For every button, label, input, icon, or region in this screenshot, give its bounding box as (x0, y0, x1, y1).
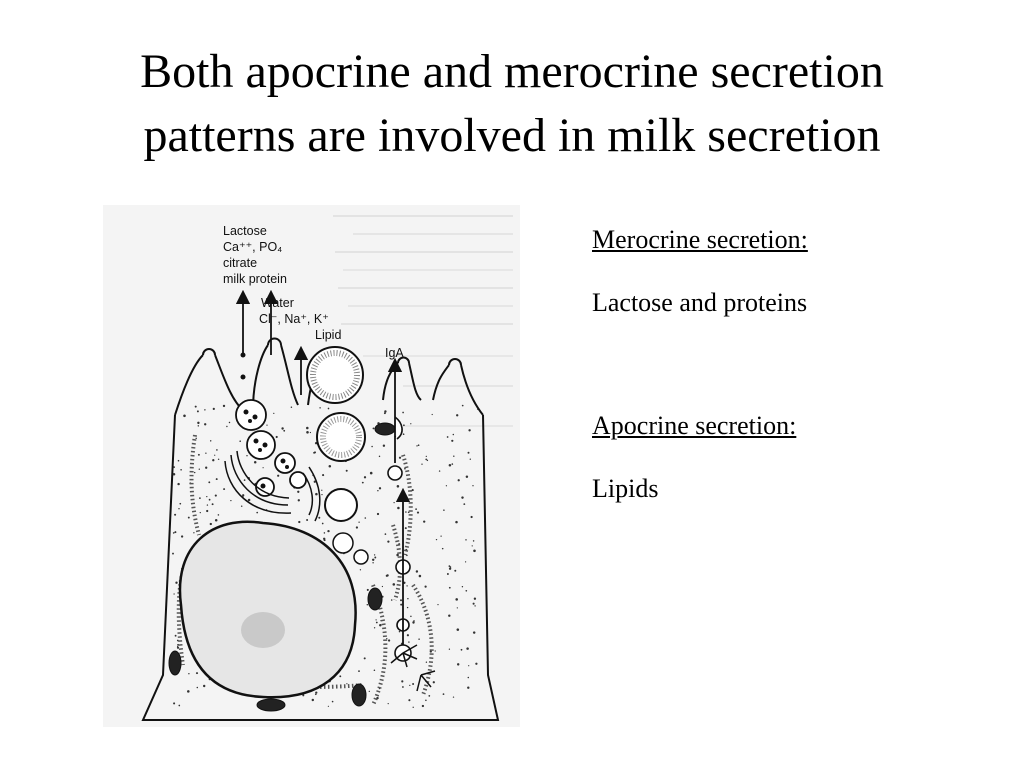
label-lactose: Lactose (223, 224, 267, 238)
stipple-dot (457, 628, 460, 631)
stipple-dot (370, 472, 373, 475)
stipple-dot (306, 431, 309, 434)
stipple-dot (472, 485, 473, 486)
stipple-dot (319, 407, 320, 408)
stipple-dot (364, 657, 366, 659)
stipple-dot (210, 440, 211, 441)
stipple-dot (465, 561, 466, 562)
stipple-dot (223, 405, 225, 407)
stipple-dot (379, 624, 381, 626)
stipple-dot (432, 414, 433, 415)
label-ions: Ca⁺⁺, PO₄ (223, 240, 283, 254)
mammary-cell-diagram (103, 205, 520, 727)
stipple-dot (425, 700, 427, 702)
stipple-dot (212, 459, 214, 461)
stipple-dot (449, 587, 451, 589)
stipple-dot (208, 481, 210, 483)
stipple-dot (457, 607, 458, 608)
stipple-dot (466, 475, 468, 477)
title-line-2: patterns are involved in milk secretion (143, 109, 881, 162)
stipple-dot (173, 702, 175, 704)
stipple-dot (230, 500, 231, 501)
stipple-dot (410, 616, 411, 617)
stipple-dot (405, 511, 407, 513)
merocrine-body: Lactose and proteins (592, 288, 808, 317)
stipple-dot (195, 438, 196, 439)
stipple-dot (426, 456, 427, 457)
stipple-dot (215, 519, 218, 522)
stipple-dot (382, 586, 383, 587)
stipple-dot (179, 503, 181, 505)
stipple-dot (329, 465, 332, 468)
stipple-dot (215, 495, 217, 497)
stipple-dot (356, 526, 358, 528)
label-iga: IgA (385, 346, 404, 360)
stipple-dot (388, 639, 390, 641)
stipple-dot (417, 512, 419, 514)
stipple-dot (454, 570, 456, 572)
stipple-dot (400, 604, 402, 606)
stipple-dot (314, 451, 316, 453)
stipple-dot (177, 483, 179, 485)
stipple-dot (218, 459, 219, 460)
stipple-dot (364, 476, 366, 478)
stipple-dot (387, 540, 389, 542)
stipple-dot (384, 412, 386, 414)
stipple-dot (443, 693, 445, 695)
stipple-dot (456, 414, 458, 416)
stipple-dot (407, 598, 408, 599)
stipple-dot (358, 670, 360, 672)
stipple-dot (281, 427, 283, 429)
stipple-dot (216, 478, 218, 480)
stipple-dot (239, 440, 241, 442)
stipple-dot (377, 513, 379, 515)
stipple-dot (408, 699, 410, 701)
stipple-dot (173, 532, 175, 534)
stipple-dot (321, 494, 322, 495)
stipple-dot (178, 460, 180, 462)
stipple-dot (377, 490, 378, 491)
stipple-dot (427, 460, 428, 461)
stipple-dot (369, 691, 370, 692)
stipple-dot (435, 650, 436, 651)
stipple-dot (462, 586, 463, 587)
stipple-dot (172, 553, 174, 555)
stipple-dot (418, 444, 420, 446)
stipple-dot (175, 635, 177, 637)
stipple-dot (210, 523, 212, 525)
stipple-dot (204, 423, 206, 425)
stipple-dot (452, 463, 454, 465)
stipple-dot (367, 604, 368, 605)
stipple-dot (409, 685, 410, 686)
stipple-dot (465, 539, 466, 540)
stipple-dot (397, 507, 400, 510)
stipple-dot (453, 696, 454, 697)
stipple-dot (425, 459, 427, 461)
stipple-dot (371, 446, 373, 448)
stipple-dot (474, 605, 475, 606)
stipple-dot (437, 604, 438, 605)
stipple-dot (322, 474, 324, 476)
lipid-droplet (317, 413, 368, 564)
stipple-dot (306, 519, 308, 521)
stipple-dot (399, 457, 401, 459)
stipple-dot (402, 686, 404, 688)
stipple-dot (468, 677, 470, 679)
label-milk-protein: milk protein (223, 272, 287, 286)
stipple-dot (419, 575, 422, 578)
label-water: Water (261, 296, 294, 310)
stipple-dot (312, 699, 314, 701)
stipple-dot (449, 649, 450, 650)
stipple-dot (407, 607, 408, 608)
stipple-dot (406, 585, 407, 586)
stipple-dot (436, 539, 437, 540)
stipple-dot (256, 512, 258, 514)
stipple-dot (180, 469, 182, 471)
stipple-dot (412, 621, 414, 623)
stipple-dot (372, 559, 374, 561)
stipple-dot (433, 681, 435, 683)
stipple-dot (468, 452, 470, 454)
stipple-dot (318, 517, 320, 519)
stipple-dot (457, 663, 459, 665)
stipple-dot (375, 619, 376, 620)
stipple-dot (422, 705, 424, 707)
stipple-dot (364, 517, 366, 519)
apocrine-heading: Apocrine secretion: (592, 411, 797, 440)
stipple-dot (379, 487, 381, 489)
stipple-dot (315, 691, 317, 693)
stipple-dot (463, 503, 465, 505)
stipple-dot (199, 469, 200, 470)
stipple-dot (346, 683, 347, 684)
stipple-dot (321, 490, 322, 491)
stipple-dot (374, 557, 376, 559)
stipple-dot (372, 562, 373, 563)
stipple-dot (223, 488, 225, 490)
stipple-dot (393, 502, 394, 503)
stipple-dot (263, 467, 264, 468)
stipple-dot (315, 493, 318, 496)
stipple-dot (358, 522, 359, 523)
stipple-dot (229, 422, 230, 423)
stipple-dot (447, 573, 449, 575)
stipple-dot (446, 485, 447, 486)
stipple-dot (467, 687, 469, 689)
stipple-dot (328, 706, 329, 707)
merocrine-heading: Merocrine secretion: (592, 225, 808, 254)
stipple-dot (453, 434, 455, 436)
stipple-dot (461, 496, 463, 498)
stipple-dot (458, 479, 460, 481)
stipple-dot (474, 598, 476, 600)
stipple-dot (473, 550, 476, 553)
nucleus (180, 522, 356, 698)
stipple-dot (393, 583, 396, 586)
stipple-dot (266, 424, 267, 425)
stipple-dot (386, 575, 388, 577)
stipple-dot (174, 531, 176, 533)
label-electrolytes: Cl⁻, Na⁺, K⁺ (259, 312, 329, 326)
stipple-dot (203, 685, 205, 687)
stipple-dot (461, 649, 463, 651)
stipple-dot (403, 433, 405, 435)
stipple-dot (177, 647, 179, 649)
stipple-dot (197, 410, 199, 412)
stipple-dot (401, 680, 403, 682)
stipple-dot (360, 569, 361, 570)
stipple-dot (178, 705, 180, 707)
stipple-dot (412, 683, 414, 685)
stipple-dot (405, 527, 407, 529)
stipple-dot (196, 672, 198, 674)
stipple-dot (451, 440, 453, 442)
stipple-dot (297, 491, 299, 493)
stipple-dot (477, 409, 478, 410)
stipple-dot (276, 436, 278, 438)
stipple-dot (462, 405, 464, 407)
stipple-dot (379, 456, 380, 457)
stipple-dot (241, 505, 242, 506)
stipple-dot (254, 461, 257, 464)
label-lipid: Lipid (315, 328, 342, 342)
stipple-dot (453, 455, 454, 456)
stipple-dot (327, 530, 329, 532)
stipple-dot (407, 634, 409, 636)
stipple-dot (466, 647, 469, 650)
stipple-dot (448, 614, 450, 616)
stipple-dot (206, 510, 208, 512)
stipple-dot (408, 641, 409, 642)
stipple-dot (468, 665, 469, 666)
stipple-dot (374, 554, 375, 555)
stipple-dot (183, 415, 186, 418)
stipple-dot (473, 631, 475, 633)
stipple-dot (374, 627, 375, 628)
stipple-dot (400, 599, 402, 601)
stipple-dot (455, 598, 458, 601)
stipple-dot (214, 455, 215, 456)
stipple-dot (200, 512, 201, 513)
stipple-dot (473, 540, 475, 542)
stipple-dot (248, 499, 251, 502)
stipple-dot (416, 570, 418, 572)
stipple-dot (197, 687, 199, 689)
stipple-dot (310, 432, 311, 433)
scan-bleed-through (333, 215, 513, 427)
stipple-dot (306, 427, 309, 430)
stipple-dot (440, 535, 441, 536)
stipple-dot (193, 532, 194, 533)
stipple-dot (173, 466, 175, 468)
stipple-dot (396, 554, 399, 557)
stipple-dot (442, 548, 444, 550)
stipple-dot (346, 470, 348, 472)
stipple-dot (475, 663, 477, 665)
stipple-dot (205, 467, 207, 469)
stipple-dot (283, 430, 285, 432)
stipple-dot (447, 436, 449, 438)
stipple-dot (415, 508, 417, 510)
lipid-droplet-apical (307, 347, 363, 403)
stipple-dot (194, 472, 195, 473)
stipple-dot (242, 494, 244, 496)
stipple-dot (413, 707, 414, 708)
stipple-dot (373, 427, 375, 429)
label-citrate: citrate (223, 256, 258, 270)
stipple-dot (455, 521, 458, 524)
stipple-dot (298, 521, 300, 523)
stipple-dot (473, 603, 475, 605)
stipple-dot (385, 533, 387, 535)
stipple-dot (328, 408, 330, 410)
stipple-dot (391, 599, 393, 601)
stipple-dot (362, 482, 364, 484)
stipple-dot (470, 459, 471, 460)
stipple-dot (209, 499, 211, 501)
stipple-dot (188, 517, 190, 519)
stipple-dot (291, 406, 292, 407)
stipple-dot (332, 701, 334, 703)
stipple-dot (322, 523, 324, 525)
stipple-dot (386, 638, 387, 639)
stipple-dot (465, 590, 467, 592)
stipple-dot (173, 473, 176, 476)
mammary-cell-illustration (103, 205, 520, 727)
stipple-dot (339, 675, 341, 677)
stipple-dot (244, 479, 246, 481)
stipple-dot (218, 514, 220, 516)
stipple-dot (212, 503, 214, 505)
apocrine-body: Lipids (592, 474, 659, 503)
stipple-dot (383, 445, 385, 447)
stipple-dot (388, 703, 389, 704)
stipple-dot (178, 508, 179, 509)
stipple-dot (298, 499, 300, 501)
stipple-dot (204, 409, 205, 410)
stipple-dot (174, 514, 176, 516)
stipple-dot (449, 568, 451, 570)
stipple-dot (402, 412, 404, 414)
stipple-dot (410, 423, 411, 424)
stipple-dot (199, 497, 201, 499)
stipple-dot (207, 504, 208, 505)
stipple-dot (397, 485, 400, 488)
stipple-dot (188, 673, 189, 674)
stipple-dot (418, 638, 420, 640)
stipple-dot (198, 425, 199, 426)
stipple-dot (205, 453, 206, 454)
stipple-dot (324, 539, 326, 541)
stipple-dot (324, 532, 326, 534)
stipple-dot (425, 586, 427, 588)
stipple-dot (376, 622, 378, 624)
stipple-dot (315, 693, 317, 695)
stipple-dot (226, 426, 227, 427)
stipple-dot (175, 582, 177, 584)
title-line-1: Both apocrine and merocrine secretion (140, 45, 884, 98)
stipple-dot (471, 516, 473, 518)
stipple-dot (428, 695, 430, 697)
stipple-dot (423, 520, 425, 522)
slide-title (0, 40, 1024, 168)
stipple-dot (277, 475, 279, 477)
stipple-dot (213, 408, 215, 410)
stipple-dot (197, 422, 199, 424)
stipple-dot (187, 690, 190, 693)
stipple-dot (403, 424, 405, 426)
stipple-dot (198, 454, 200, 456)
stipple-dot (206, 496, 207, 497)
stipple-dot (426, 662, 427, 663)
stipple-dot (273, 413, 274, 414)
stipple-dot (173, 593, 174, 594)
stipple-dot (472, 545, 473, 546)
stipple-dot (416, 445, 417, 446)
stipple-dot (195, 406, 197, 408)
stipple-dot (246, 455, 247, 456)
stipple-dot (468, 429, 470, 431)
stipple-dot (449, 464, 452, 467)
stipple-dot (374, 669, 376, 671)
stipple-dot (181, 535, 183, 537)
stipple-dot (216, 449, 218, 451)
stipple-dot (443, 509, 445, 511)
stipple-dot (367, 589, 369, 591)
stipple-dot (439, 470, 440, 471)
stipple-dot (421, 464, 422, 465)
